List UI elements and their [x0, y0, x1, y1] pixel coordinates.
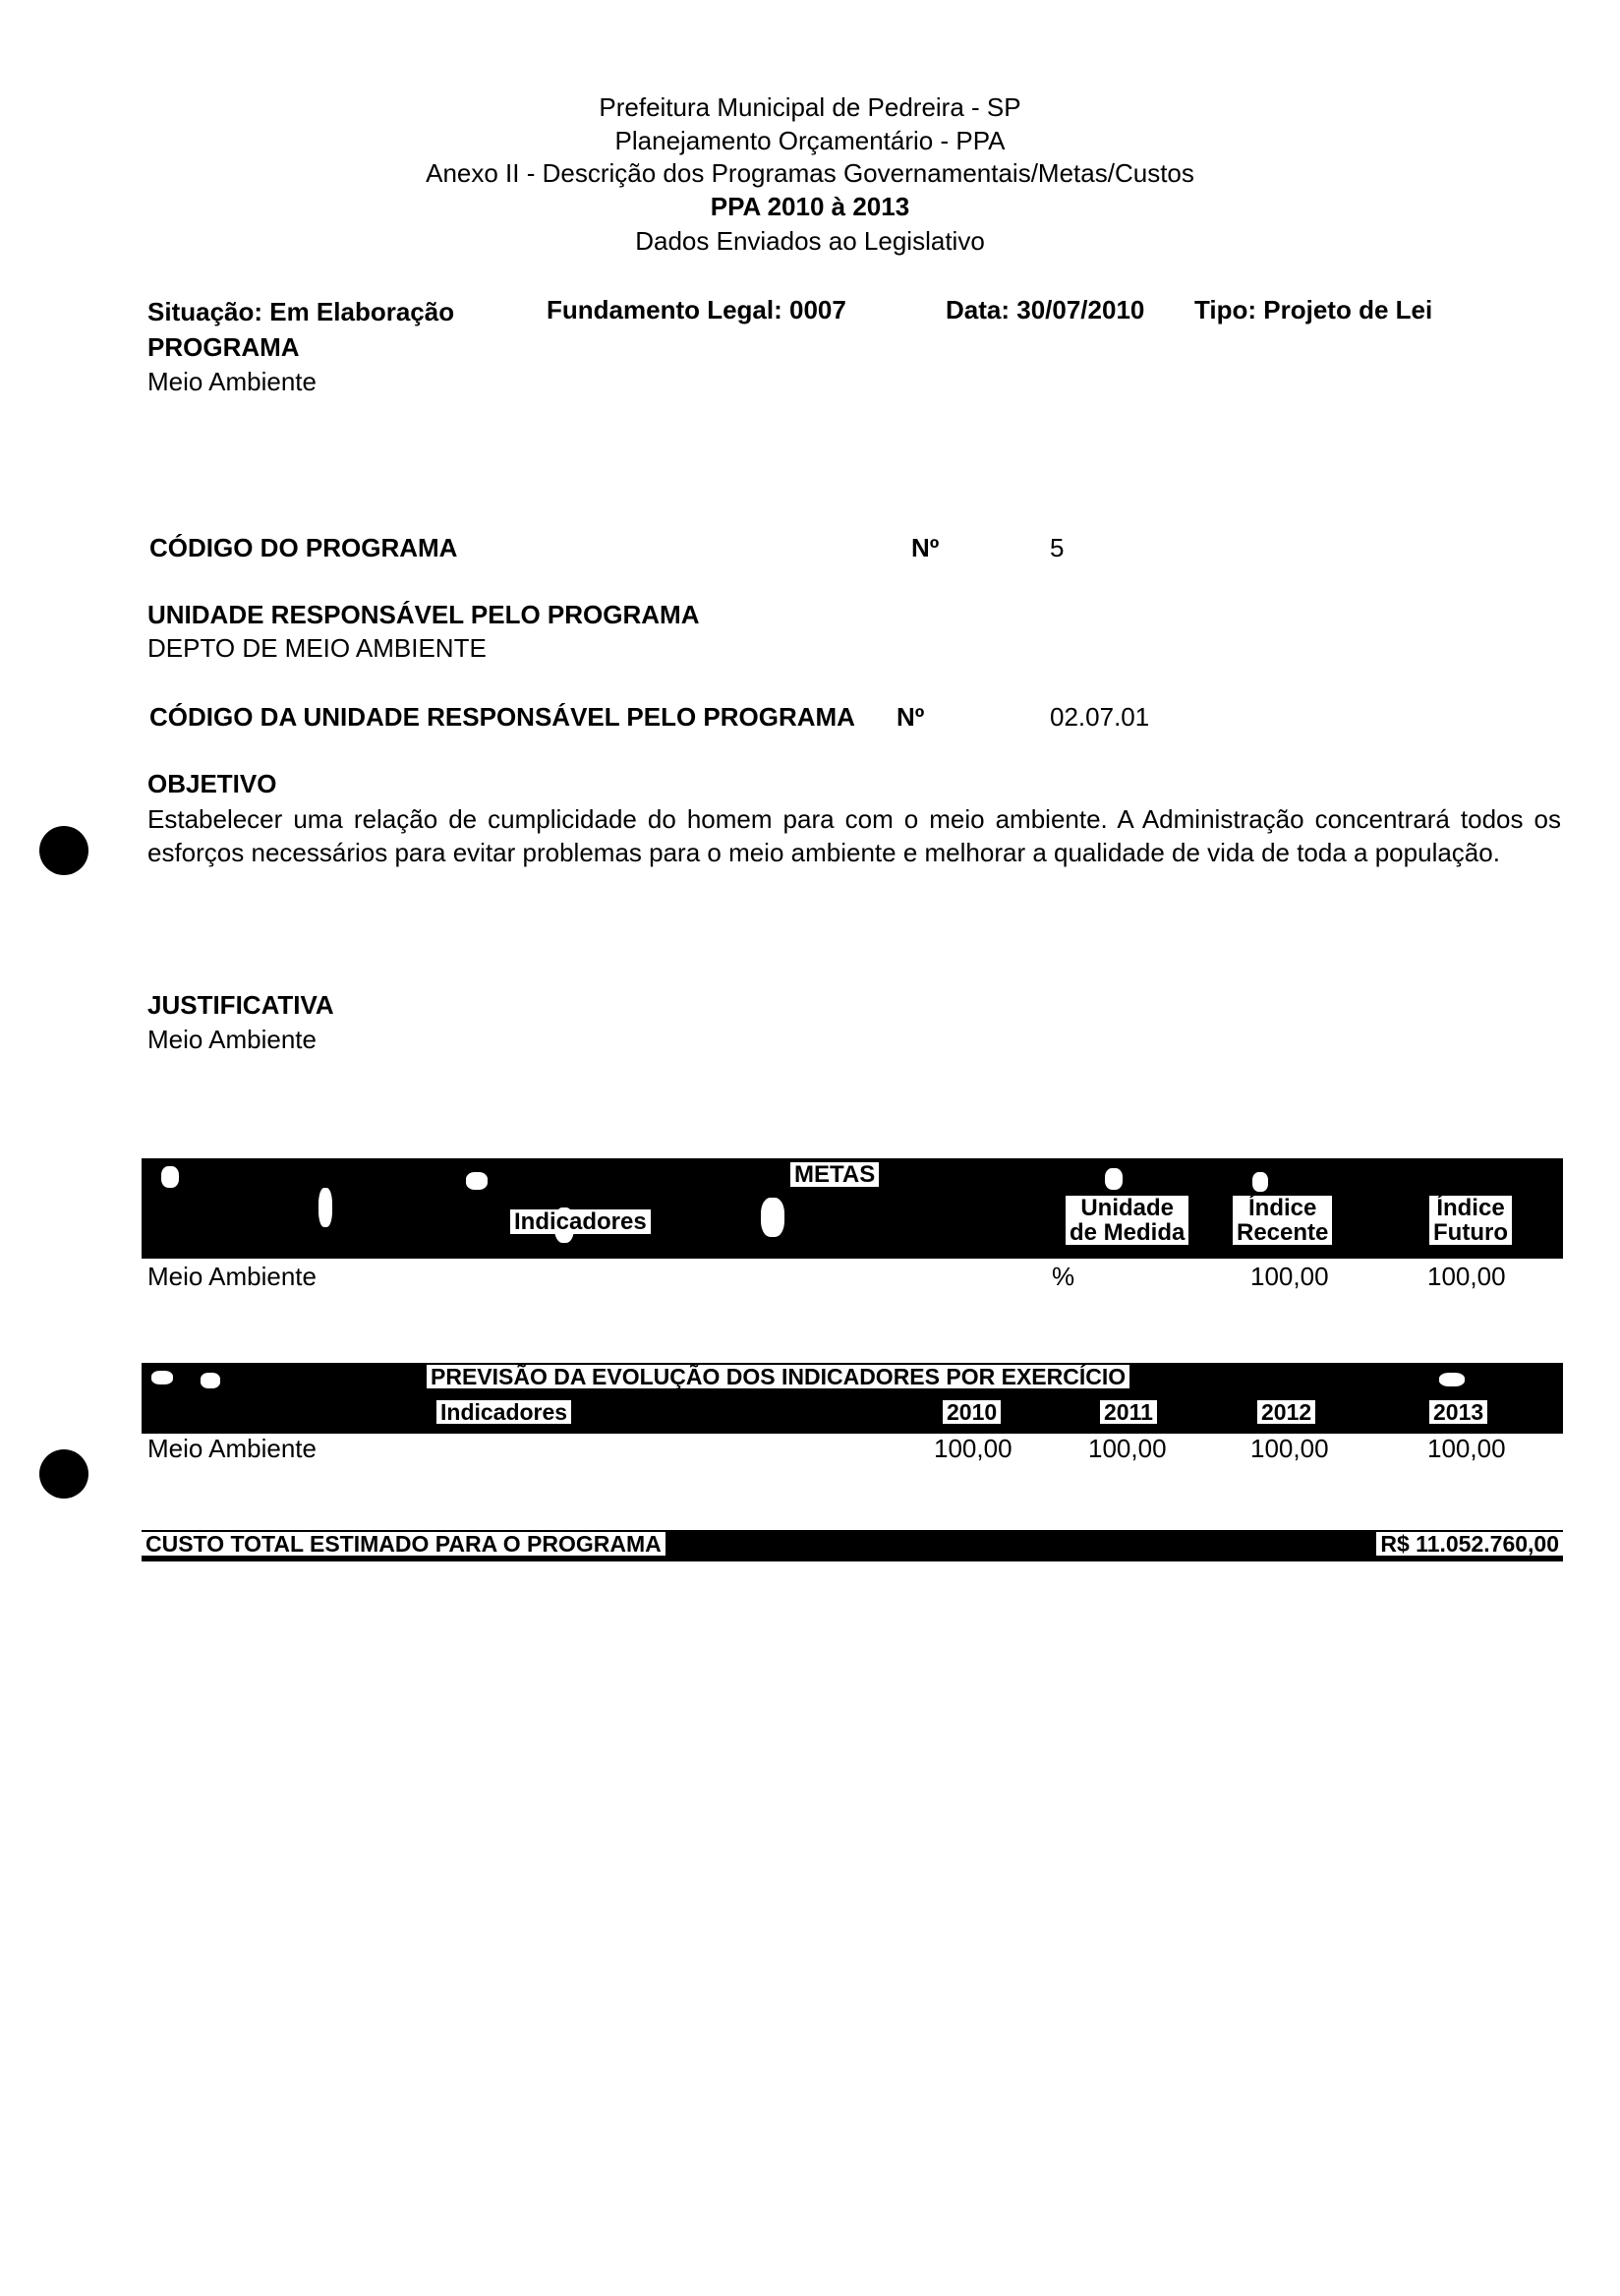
codigo-programa-value: 5 [1050, 533, 1065, 562]
header-line-2: Planejamento Orçamentário - PPA [614, 126, 1006, 155]
previsao-2013: 100,00 [1427, 1434, 1506, 1463]
metas-col-recente: Índice Recente [1233, 1196, 1332, 1245]
header-line-1: Prefeitura Municipal de Pedreira - SP [599, 92, 1021, 122]
programa-label: PROGRAMA [147, 332, 300, 362]
previsao-col-2011: 2011 [1100, 1400, 1157, 1424]
metas-col-futuro: Índice Futuro [1429, 1196, 1512, 1245]
metas-unidade: % [1052, 1262, 1075, 1291]
justificativa-value: Meio Ambiente [147, 1025, 317, 1054]
objetivo-label: OBJETIVO [147, 769, 277, 798]
header-line-3: Anexo II - Descrição dos Programas Governamentais/Metas/Custos [426, 158, 1194, 188]
header-line-5: Dados Enviados ao Legislativo [635, 226, 985, 256]
codigo-programa-no: Nº [911, 533, 940, 562]
header-line-4: PPA 2010 à 2013 [710, 192, 910, 221]
metas-header [142, 1158, 1563, 1259]
metas-col-unidade: Unidade de Medida [1066, 1196, 1188, 1245]
previsao-header [142, 1363, 1563, 1434]
previsao-2011: 100,00 [1088, 1434, 1167, 1463]
previsao-col-2013: 2013 [1429, 1400, 1487, 1424]
fundamento-legal: Fundamento Legal: 0007 [547, 295, 846, 324]
custo-value: R$ 11.052.760,00 [1376, 1532, 1563, 1556]
codigo-unidade-value: 02.07.01 [1050, 702, 1150, 732]
justificativa-label: JUSTIFICATIVA [147, 990, 334, 1020]
punch-hole [39, 826, 88, 875]
programa-value: Meio Ambiente [147, 367, 317, 396]
metas-futuro: 100,00 [1427, 1262, 1506, 1291]
previsao-2010: 100,00 [934, 1434, 1012, 1463]
codigo-programa-label: CÓDIGO DO PROGRAMA [149, 533, 458, 562]
unidade-value: DEPTO DE MEIO AMBIENTE [147, 633, 487, 663]
previsao-indicador: Meio Ambiente [147, 1434, 317, 1463]
custo-label: CUSTO TOTAL ESTIMADO PARA O PROGRAMA [142, 1532, 665, 1556]
data: Data: 30/07/2010 [946, 295, 1145, 324]
previsao-col-indicadores: Indicadores [436, 1400, 571, 1424]
previsao-col-2010: 2010 [943, 1400, 1001, 1424]
custo-bar [142, 1530, 1563, 1561]
metas-title: METAS [790, 1162, 879, 1187]
metas-indicador: Meio Ambiente [147, 1262, 317, 1291]
tipo: Tipo: Projeto de Lei [1194, 295, 1433, 324]
previsao-2012: 100,00 [1250, 1434, 1329, 1463]
previsao-title: PREVISÃO DA EVOLUÇÃO DOS INDICADORES POR EXERCÍCIO [427, 1365, 1129, 1388]
situacao: Situação: Em Elaboração [147, 297, 455, 326]
codigo-unidade-no: Nº [897, 702, 925, 732]
punch-hole [39, 1449, 88, 1499]
codigo-unidade-label: CÓDIGO DA UNIDADE RESPONSÁVEL PELO PROGRAMA [149, 702, 855, 732]
unidade-label: UNIDADE RESPONSÁVEL PELO PROGRAMA [147, 600, 700, 629]
previsao-col-2012: 2012 [1257, 1400, 1315, 1424]
objetivo-text: Estabelecer uma relação de cumplicidade do homem para com o meio ambiente. A Administração concentrará todos os esforços necessários para evitar problemas para o meio ambiente e melhorar a qualidade de vida de toda a população. [147, 804, 1561, 867]
metas-recente: 100,00 [1250, 1262, 1329, 1291]
metas-col-indicadores: Indicadores [510, 1209, 651, 1234]
